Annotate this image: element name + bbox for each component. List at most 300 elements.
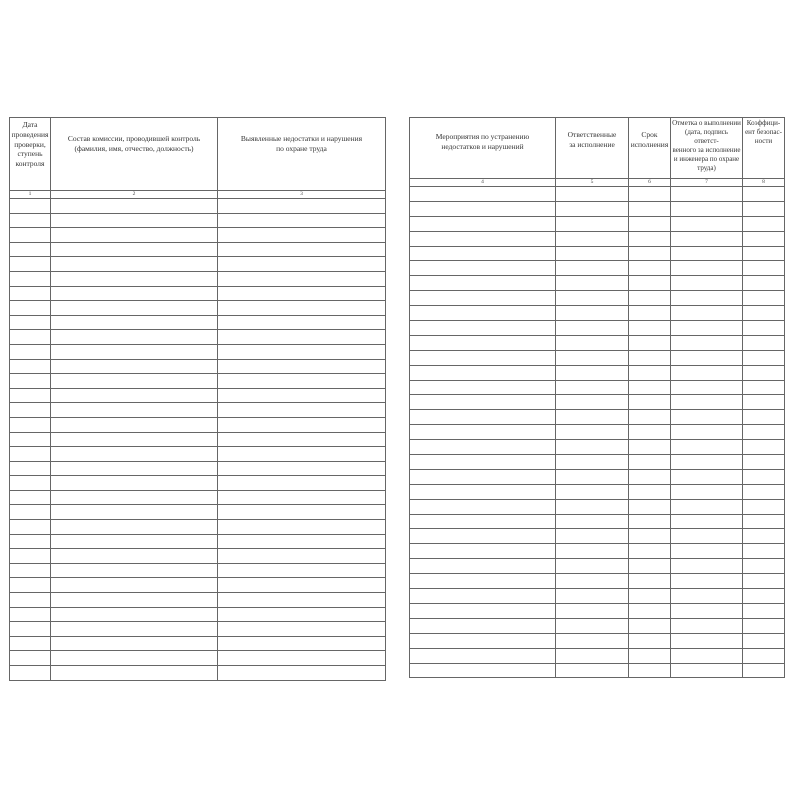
table-cell xyxy=(556,187,629,202)
table-row xyxy=(410,380,785,395)
table-cell xyxy=(671,380,743,395)
table-cell xyxy=(743,514,785,529)
table-cell xyxy=(671,589,743,604)
table-cell xyxy=(218,359,386,374)
table-row xyxy=(10,403,386,418)
header-safety-coefficient: Коэффици- ент безопас- ности xyxy=(743,118,785,179)
table-row xyxy=(410,499,785,514)
table-cell xyxy=(556,306,629,321)
table-cell xyxy=(743,589,785,604)
table-row xyxy=(10,271,386,286)
right-column-numbers-row xyxy=(410,179,785,187)
table-cell xyxy=(556,544,629,559)
table-cell xyxy=(10,607,51,622)
table-row xyxy=(10,257,386,272)
table-cell xyxy=(51,388,218,403)
table-cell xyxy=(629,216,671,231)
table-cell xyxy=(410,350,556,365)
table-row xyxy=(410,529,785,544)
table-row xyxy=(10,534,386,549)
header-violations: Выявленные недостатки и нарушения по охране труда xyxy=(218,118,386,191)
table-cell xyxy=(10,461,51,476)
table-row xyxy=(10,563,386,578)
table-cell xyxy=(629,291,671,306)
table-cell xyxy=(410,365,556,380)
table-cell xyxy=(410,187,556,202)
table-cell xyxy=(629,618,671,633)
table-cell xyxy=(629,455,671,470)
table-cell xyxy=(671,231,743,246)
table-cell xyxy=(671,276,743,291)
table-cell xyxy=(218,213,386,228)
table-cell xyxy=(743,231,785,246)
table-row xyxy=(10,286,386,301)
table-cell xyxy=(410,589,556,604)
table-cell xyxy=(10,549,51,564)
table-cell xyxy=(743,187,785,202)
table-row xyxy=(410,648,785,663)
table-cell xyxy=(629,335,671,350)
table-cell xyxy=(743,633,785,648)
table-cell xyxy=(556,633,629,648)
table-cell xyxy=(51,490,218,505)
table-cell xyxy=(556,455,629,470)
table-cell xyxy=(671,261,743,276)
table-cell xyxy=(743,365,785,380)
table-cell xyxy=(51,476,218,491)
table-cell xyxy=(671,618,743,633)
table-cell xyxy=(51,461,218,476)
table-row xyxy=(410,618,785,633)
table-cell xyxy=(218,344,386,359)
table-cell xyxy=(629,410,671,425)
table-cell xyxy=(51,403,218,418)
table-row xyxy=(410,469,785,484)
table-cell xyxy=(743,499,785,514)
table-cell xyxy=(629,663,671,678)
table-cell xyxy=(629,589,671,604)
left-table-body xyxy=(10,199,386,681)
table-cell xyxy=(10,199,51,214)
table-row xyxy=(410,574,785,589)
table-cell xyxy=(556,246,629,261)
table-row xyxy=(10,549,386,564)
table-cell xyxy=(556,440,629,455)
table-cell xyxy=(671,455,743,470)
table-cell xyxy=(629,321,671,336)
table-cell xyxy=(10,344,51,359)
table-row xyxy=(10,432,386,447)
table-cell xyxy=(629,261,671,276)
table-cell xyxy=(629,350,671,365)
table-cell xyxy=(410,395,556,410)
table-cell xyxy=(556,484,629,499)
table-cell xyxy=(743,321,785,336)
table-cell xyxy=(629,514,671,529)
table-row xyxy=(410,350,785,365)
table-cell xyxy=(671,484,743,499)
table-cell xyxy=(51,578,218,593)
table-cell xyxy=(410,574,556,589)
table-row xyxy=(10,490,386,505)
table-cell xyxy=(671,529,743,544)
table-cell xyxy=(410,544,556,559)
table-cell xyxy=(410,455,556,470)
table-row xyxy=(10,213,386,228)
table-cell xyxy=(51,636,218,651)
table-cell xyxy=(10,315,51,330)
column-number: 5 xyxy=(556,179,629,187)
table-cell xyxy=(10,622,51,637)
table-cell xyxy=(629,648,671,663)
table-cell xyxy=(410,231,556,246)
table-row xyxy=(10,388,386,403)
table-row xyxy=(10,666,386,681)
table-row xyxy=(410,514,785,529)
table-cell xyxy=(743,216,785,231)
table-cell xyxy=(671,633,743,648)
table-cell xyxy=(556,663,629,678)
table-cell xyxy=(218,432,386,447)
table-cell xyxy=(410,321,556,336)
table-cell xyxy=(743,603,785,618)
table-cell xyxy=(51,607,218,622)
table-cell xyxy=(51,520,218,535)
table-cell xyxy=(218,403,386,418)
table-cell xyxy=(629,246,671,261)
table-cell xyxy=(671,574,743,589)
table-cell xyxy=(410,484,556,499)
table-cell xyxy=(410,201,556,216)
table-cell xyxy=(218,520,386,535)
table-cell xyxy=(671,559,743,574)
table-cell xyxy=(51,563,218,578)
table-cell xyxy=(671,350,743,365)
table-cell xyxy=(10,301,51,316)
table-cell xyxy=(10,505,51,520)
table-cell xyxy=(556,380,629,395)
table-cell xyxy=(10,257,51,272)
table-cell xyxy=(51,228,218,243)
table-cell xyxy=(51,330,218,345)
table-cell xyxy=(743,455,785,470)
table-cell xyxy=(218,622,386,637)
table-row xyxy=(410,291,785,306)
table-cell xyxy=(218,593,386,608)
table-row xyxy=(410,335,785,350)
table-cell xyxy=(10,403,51,418)
table-cell xyxy=(51,417,218,432)
table-cell xyxy=(10,666,51,681)
table-cell xyxy=(743,529,785,544)
table-row xyxy=(10,461,386,476)
table-cell xyxy=(10,432,51,447)
table-row xyxy=(410,201,785,216)
table-row xyxy=(10,199,386,214)
table-cell xyxy=(671,469,743,484)
table-cell xyxy=(51,242,218,257)
table-cell xyxy=(629,484,671,499)
table-row xyxy=(410,544,785,559)
table-cell xyxy=(556,261,629,276)
table-cell xyxy=(10,271,51,286)
table-cell xyxy=(743,425,785,440)
table-cell xyxy=(218,447,386,462)
table-cell xyxy=(10,476,51,491)
table-cell xyxy=(671,499,743,514)
table-row xyxy=(10,593,386,608)
column-number: 7 xyxy=(671,179,743,187)
table-row xyxy=(10,651,386,666)
table-cell xyxy=(218,636,386,651)
table-cell xyxy=(743,663,785,678)
table-cell xyxy=(51,432,218,447)
table-row xyxy=(10,330,386,345)
table-cell xyxy=(671,648,743,663)
table-cell xyxy=(629,574,671,589)
table-cell xyxy=(556,425,629,440)
table-cell xyxy=(629,201,671,216)
table-cell xyxy=(743,559,785,574)
column-number: 4 xyxy=(410,179,556,187)
table-cell xyxy=(743,574,785,589)
table-row xyxy=(410,306,785,321)
table-cell xyxy=(10,228,51,243)
table-cell xyxy=(218,651,386,666)
table-row xyxy=(10,578,386,593)
table-cell xyxy=(671,410,743,425)
header-deadline: Срок исполнения xyxy=(629,118,671,179)
table-cell xyxy=(743,648,785,663)
table-cell xyxy=(629,633,671,648)
table-cell xyxy=(671,395,743,410)
table-cell xyxy=(671,663,743,678)
table-cell xyxy=(51,199,218,214)
table-cell xyxy=(743,469,785,484)
table-cell xyxy=(629,544,671,559)
table-row xyxy=(410,440,785,455)
table-cell xyxy=(556,529,629,544)
table-cell xyxy=(218,607,386,622)
table-cell xyxy=(10,520,51,535)
table-cell xyxy=(10,213,51,228)
table-cell xyxy=(218,301,386,316)
table-row xyxy=(10,622,386,637)
table-cell xyxy=(218,666,386,681)
left-header-row xyxy=(10,118,386,191)
table-row xyxy=(10,344,386,359)
right-journal-table xyxy=(409,117,785,678)
table-cell xyxy=(218,563,386,578)
table-cell xyxy=(51,549,218,564)
table-cell xyxy=(743,201,785,216)
table-row xyxy=(410,216,785,231)
table-cell xyxy=(671,335,743,350)
table-cell xyxy=(218,476,386,491)
table-cell xyxy=(671,187,743,202)
table-cell xyxy=(218,315,386,330)
table-cell xyxy=(10,388,51,403)
table-cell xyxy=(410,440,556,455)
table-cell xyxy=(671,291,743,306)
table-cell xyxy=(629,187,671,202)
table-cell xyxy=(743,306,785,321)
table-row xyxy=(10,636,386,651)
table-row xyxy=(410,425,785,440)
right-table-body xyxy=(410,187,785,678)
table-cell xyxy=(410,663,556,678)
table-cell xyxy=(10,447,51,462)
table-cell xyxy=(410,276,556,291)
table-cell xyxy=(671,544,743,559)
table-cell xyxy=(51,666,218,681)
table-cell xyxy=(556,514,629,529)
table-cell xyxy=(556,574,629,589)
table-cell xyxy=(410,216,556,231)
table-cell xyxy=(743,440,785,455)
table-cell xyxy=(743,261,785,276)
table-cell xyxy=(629,425,671,440)
table-cell xyxy=(671,514,743,529)
table-cell xyxy=(629,469,671,484)
table-cell xyxy=(410,306,556,321)
table-row xyxy=(10,520,386,535)
table-cell xyxy=(10,417,51,432)
table-row xyxy=(10,505,386,520)
table-cell xyxy=(743,276,785,291)
table-cell xyxy=(410,335,556,350)
table-cell xyxy=(410,246,556,261)
table-cell xyxy=(629,231,671,246)
column-number: 8 xyxy=(743,179,785,187)
table-cell xyxy=(218,286,386,301)
table-cell xyxy=(218,388,386,403)
table-row xyxy=(410,663,785,678)
table-cell xyxy=(218,242,386,257)
table-cell xyxy=(629,276,671,291)
table-cell xyxy=(218,505,386,520)
table-cell xyxy=(10,330,51,345)
table-cell xyxy=(410,425,556,440)
table-cell xyxy=(556,321,629,336)
table-row xyxy=(410,321,785,336)
table-cell xyxy=(671,425,743,440)
table-row xyxy=(410,589,785,604)
table-row xyxy=(10,476,386,491)
table-cell xyxy=(218,417,386,432)
table-cell xyxy=(218,257,386,272)
table-cell xyxy=(10,563,51,578)
table-cell xyxy=(218,490,386,505)
table-cell xyxy=(556,350,629,365)
right-header-row xyxy=(410,118,785,179)
table-cell xyxy=(410,514,556,529)
table-cell xyxy=(410,603,556,618)
table-row xyxy=(410,276,785,291)
table-cell xyxy=(10,286,51,301)
table-cell xyxy=(629,499,671,514)
left-journal-table xyxy=(9,117,386,681)
table-cell xyxy=(51,651,218,666)
table-cell xyxy=(51,359,218,374)
table-cell xyxy=(671,306,743,321)
table-row xyxy=(10,315,386,330)
table-cell xyxy=(51,257,218,272)
table-cell xyxy=(10,651,51,666)
table-cell xyxy=(10,374,51,389)
table-cell xyxy=(671,603,743,618)
table-cell xyxy=(671,201,743,216)
table-row xyxy=(10,607,386,622)
table-cell xyxy=(10,359,51,374)
table-cell xyxy=(556,589,629,604)
table-cell xyxy=(743,618,785,633)
table-row xyxy=(410,484,785,499)
table-cell xyxy=(743,246,785,261)
table-cell xyxy=(10,593,51,608)
table-cell xyxy=(51,505,218,520)
table-cell xyxy=(743,291,785,306)
table-cell xyxy=(410,529,556,544)
table-row xyxy=(10,301,386,316)
table-cell xyxy=(410,633,556,648)
table-cell xyxy=(629,440,671,455)
table-cell xyxy=(629,395,671,410)
table-cell xyxy=(556,365,629,380)
table-cell xyxy=(671,321,743,336)
table-cell xyxy=(410,291,556,306)
header-check-date: Дата проведения проверки, ступень контроля xyxy=(10,118,51,191)
table-cell xyxy=(410,648,556,663)
header-completion-mark: Отметка о выполнении (дата, подпись ответст- венного за исполнение и инженера по охране труда) xyxy=(671,118,743,179)
column-number: 1 xyxy=(10,191,51,199)
table-cell xyxy=(671,440,743,455)
table-cell xyxy=(629,529,671,544)
table-row xyxy=(10,417,386,432)
table-row xyxy=(10,374,386,389)
table-cell xyxy=(556,469,629,484)
table-row xyxy=(410,410,785,425)
table-cell xyxy=(671,216,743,231)
table-cell xyxy=(218,199,386,214)
table-cell xyxy=(218,271,386,286)
table-cell xyxy=(629,365,671,380)
table-row xyxy=(10,242,386,257)
table-cell xyxy=(51,315,218,330)
table-cell xyxy=(556,216,629,231)
table-cell xyxy=(410,469,556,484)
table-cell xyxy=(556,201,629,216)
table-cell xyxy=(51,374,218,389)
table-row xyxy=(410,603,785,618)
table-row xyxy=(10,359,386,374)
table-cell xyxy=(218,461,386,476)
column-number: 3 xyxy=(218,191,386,199)
table-cell xyxy=(629,306,671,321)
column-number: 2 xyxy=(51,191,218,199)
table-cell xyxy=(556,276,629,291)
table-cell xyxy=(51,593,218,608)
table-cell xyxy=(743,484,785,499)
table-row xyxy=(410,395,785,410)
table-cell xyxy=(218,228,386,243)
table-cell xyxy=(743,395,785,410)
table-cell xyxy=(629,380,671,395)
table-cell xyxy=(556,603,629,618)
table-cell xyxy=(743,350,785,365)
table-cell xyxy=(218,578,386,593)
table-cell xyxy=(51,271,218,286)
